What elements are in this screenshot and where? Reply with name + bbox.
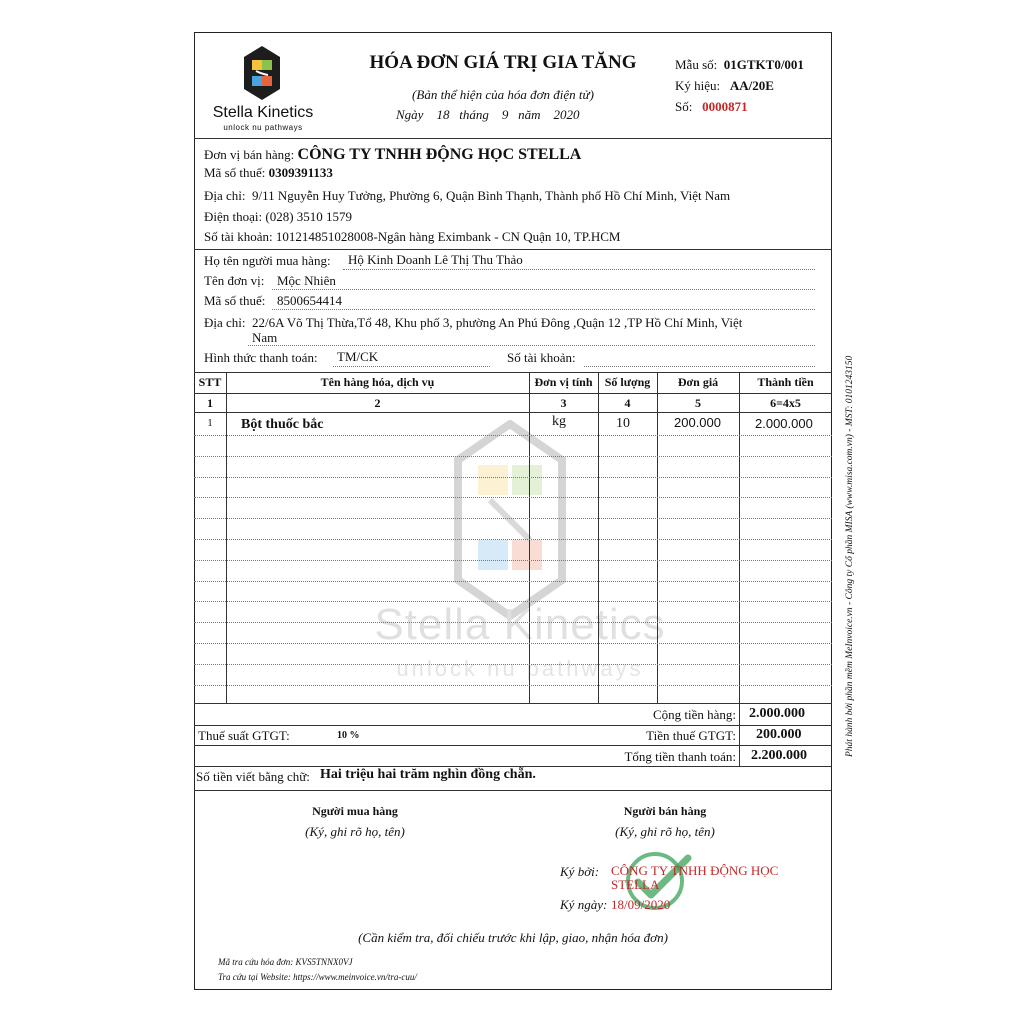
column-divider xyxy=(598,372,599,703)
symbol-label: Ký hiệu: xyxy=(675,78,721,93)
number-label: Số: xyxy=(675,99,693,114)
total-label: Tổng tiền thanh toán: xyxy=(624,749,736,764)
row-qty: 10 xyxy=(616,416,630,431)
row-separator xyxy=(194,435,832,436)
row-separator xyxy=(194,643,832,644)
column-header-amount: Thành tiền xyxy=(757,375,814,389)
lookup-code: Mã tra cứu hóa đơn: KVS5TNNX0VJ xyxy=(218,957,353,967)
row-price: 200.000 xyxy=(674,415,721,430)
buyer-unit: Mộc Nhiên xyxy=(277,273,336,288)
form-number xyxy=(675,57,804,73)
buyer-address-line1: 22/6A Võ Thị Thừa,Tổ 48, Khu phố 3, phường An Phú Đông ,Quận 12 ,TP Hồ Chí Minh, Việt xyxy=(252,315,743,330)
buyer-tax-label: Mã số thuế: xyxy=(204,293,266,308)
invoice-date xyxy=(396,107,626,123)
column-divider xyxy=(529,372,530,703)
column-header-unit: Đơn vị tính xyxy=(534,375,593,389)
row-separator xyxy=(194,601,832,602)
seller-tax-code: 0309391133 xyxy=(268,165,333,180)
signed-date: 18/09/2020 xyxy=(611,897,671,912)
row-item-name: Bột thuốc bắc xyxy=(241,417,324,432)
buyer-address-line2: Nam xyxy=(252,330,278,345)
column-divider xyxy=(739,372,740,703)
buyer-address-label: Địa chỉ: xyxy=(204,315,246,330)
table-bottom-border xyxy=(194,703,832,704)
row-separator xyxy=(194,497,832,498)
dotted-line xyxy=(272,309,815,310)
dotted-line xyxy=(584,366,815,367)
date-year: 2020 xyxy=(553,107,580,122)
table-header-border xyxy=(194,393,832,394)
amount-in-words-label: Số tiền viết bằng chữ: xyxy=(196,769,310,784)
column-index: 3 xyxy=(560,396,567,410)
buyer-name-label: Họ tên người mua hàng: xyxy=(204,253,331,268)
buyer-name: Hộ Kinh Doanh Lê Thị Thu Thảo xyxy=(348,252,523,267)
brand-name: Stella Kinetics xyxy=(212,104,314,121)
date-month-label: tháng xyxy=(459,107,489,122)
date-prefix: Ngày xyxy=(396,107,424,122)
signed-date-label: Ký ngày: xyxy=(560,897,608,912)
seller-phone: (028) 3510 1579 xyxy=(265,209,353,224)
vat-rate-value: 10 % xyxy=(337,730,360,741)
total-value: 2.200.000 xyxy=(751,748,807,763)
signed-by-label: Ký bởi: xyxy=(560,864,600,879)
row-separator xyxy=(194,539,832,540)
buyer-account-label: Số tài khoản: xyxy=(507,350,576,365)
watermark-brand: Stella Kinetics xyxy=(374,600,666,649)
row-separator xyxy=(194,518,832,519)
buyer-signature-title: Người mua hàng xyxy=(312,804,398,818)
table-index-border xyxy=(194,412,832,413)
row-separator xyxy=(194,664,832,665)
buyer-tax-code: 8500654414 xyxy=(277,293,342,308)
column-index: 6=4x5 xyxy=(770,396,801,410)
symbol-value: AA/20E xyxy=(729,78,774,93)
invoice-title: HÓA ĐƠN GIÁ TRỊ GIA TĂNG xyxy=(369,52,637,73)
seller-signature-title: Người bán hàng xyxy=(623,804,707,818)
seller-name-row xyxy=(204,146,581,164)
signed-by-line1: CÔNG TY TNHH ĐỘNG HỌC xyxy=(611,863,779,878)
seller-name-label: Đơn vị bán hàng: xyxy=(204,147,295,162)
stella-logo-icon xyxy=(242,44,282,102)
seller-address-row xyxy=(204,188,730,204)
row-stt: 1 xyxy=(207,417,213,429)
payment-method: TM/CK xyxy=(337,349,379,364)
divider xyxy=(194,790,832,791)
brand-tagline: unlock nu pathways xyxy=(223,123,303,132)
seller-phone-label: Điện thoại: xyxy=(204,209,263,224)
dotted-line xyxy=(248,345,815,346)
column-header-qty: Số lượng xyxy=(604,375,651,389)
column-index: 4 xyxy=(624,396,631,410)
buyer-unit-label: Tên đơn vị: xyxy=(204,273,265,288)
totals-divider xyxy=(739,703,740,766)
date-month: 9 xyxy=(501,107,509,122)
watermark-tagline: unlock nu pathways xyxy=(396,656,644,681)
row-separator xyxy=(194,477,832,478)
seller-account-label: Số tài khoản: xyxy=(204,229,273,244)
seller-signature-note: (Ký, ghi rõ họ, tên) xyxy=(615,824,715,839)
vat-rate-label: Thuế suất GTGT: xyxy=(198,728,290,743)
form-value: 01GTKT0/001 xyxy=(723,57,804,72)
column-header-price: Đơn giá xyxy=(677,375,719,389)
row-separator xyxy=(194,456,832,457)
invoice-subtitle: (Bản thể hiện của hóa đơn điện tử) xyxy=(412,87,594,102)
dotted-line xyxy=(333,366,490,367)
signed-by-line2: STELLA xyxy=(611,877,660,892)
seller-account: 101214851028008-Ngân hàng Eximbank - CN Quận 10, TP.HCM xyxy=(275,229,621,244)
buyer-signature-note: (Ký, ghi rõ họ, tên) xyxy=(305,824,405,839)
seller-address-label: Địa chỉ: xyxy=(204,188,246,203)
column-index: 1 xyxy=(207,396,213,410)
seller-tax-row xyxy=(204,165,333,181)
divider xyxy=(194,249,832,250)
divider xyxy=(194,138,832,139)
date-year-label: năm xyxy=(518,107,541,122)
subtotal-label: Cộng tiền hàng: xyxy=(652,707,736,722)
column-header-stt: STT xyxy=(198,375,222,389)
column-index: 2 xyxy=(374,396,381,410)
column-header-name: Tên hàng hóa, dịch vụ xyxy=(320,375,435,389)
date-day: 18 xyxy=(436,107,450,122)
vat-amount-label: Tiền thuế GTGT: xyxy=(646,728,736,743)
invoice-number xyxy=(675,99,748,115)
column-divider xyxy=(226,372,227,703)
form-label: Mẫu số: xyxy=(675,57,718,72)
vat-amount-value: 200.000 xyxy=(756,727,802,742)
row-separator xyxy=(194,622,832,623)
seller-tax-label: Mã số thuế: xyxy=(204,165,266,180)
signed-by xyxy=(611,864,778,892)
column-divider xyxy=(657,372,658,703)
check-note: (Cần kiểm tra, đối chiếu trước khi lập, giao, nhận hóa đơn) xyxy=(358,930,668,945)
payment-label: Hình thức thanh toán: xyxy=(204,350,318,365)
amount-in-words: Hai triệu hai trăm nghìn đồng chẵn. xyxy=(320,767,536,782)
symbol xyxy=(675,78,774,94)
side-note: Phát hành bởi phần mềm MeInvoice.vn - Công ty Cổ phần MISA (www.misa.com.vn) - MST: 0101243150 xyxy=(845,355,855,757)
divider xyxy=(194,725,832,726)
row-separator xyxy=(194,685,832,686)
row-separator xyxy=(194,560,832,561)
number-value: 0000871 xyxy=(702,99,748,114)
seller-name: CÔNG TY TNHH ĐỘNG HỌC STELLA xyxy=(297,146,582,163)
table-top-border xyxy=(194,372,832,373)
seller-account-row xyxy=(204,229,620,245)
row-separator xyxy=(194,581,832,582)
seller-phone-row xyxy=(204,209,352,225)
seller-address: 9/11 Nguyễn Huy Tưởng, Phường 6, Quận Bình Thạnh, Thành phố Hồ Chí Minh, Việt Nam xyxy=(252,188,731,203)
dotted-line xyxy=(272,289,815,290)
lookup-website: Tra cứu tại Website: https://www.meinvoice.vn/tra-cuu/ xyxy=(218,972,417,982)
row-amount: 2.000.000 xyxy=(755,416,813,431)
column-index: 5 xyxy=(695,396,701,410)
divider xyxy=(194,745,832,746)
dotted-line xyxy=(343,269,815,270)
subtotal-value: 2.000.000 xyxy=(749,706,805,721)
row-unit: kg xyxy=(552,414,566,429)
